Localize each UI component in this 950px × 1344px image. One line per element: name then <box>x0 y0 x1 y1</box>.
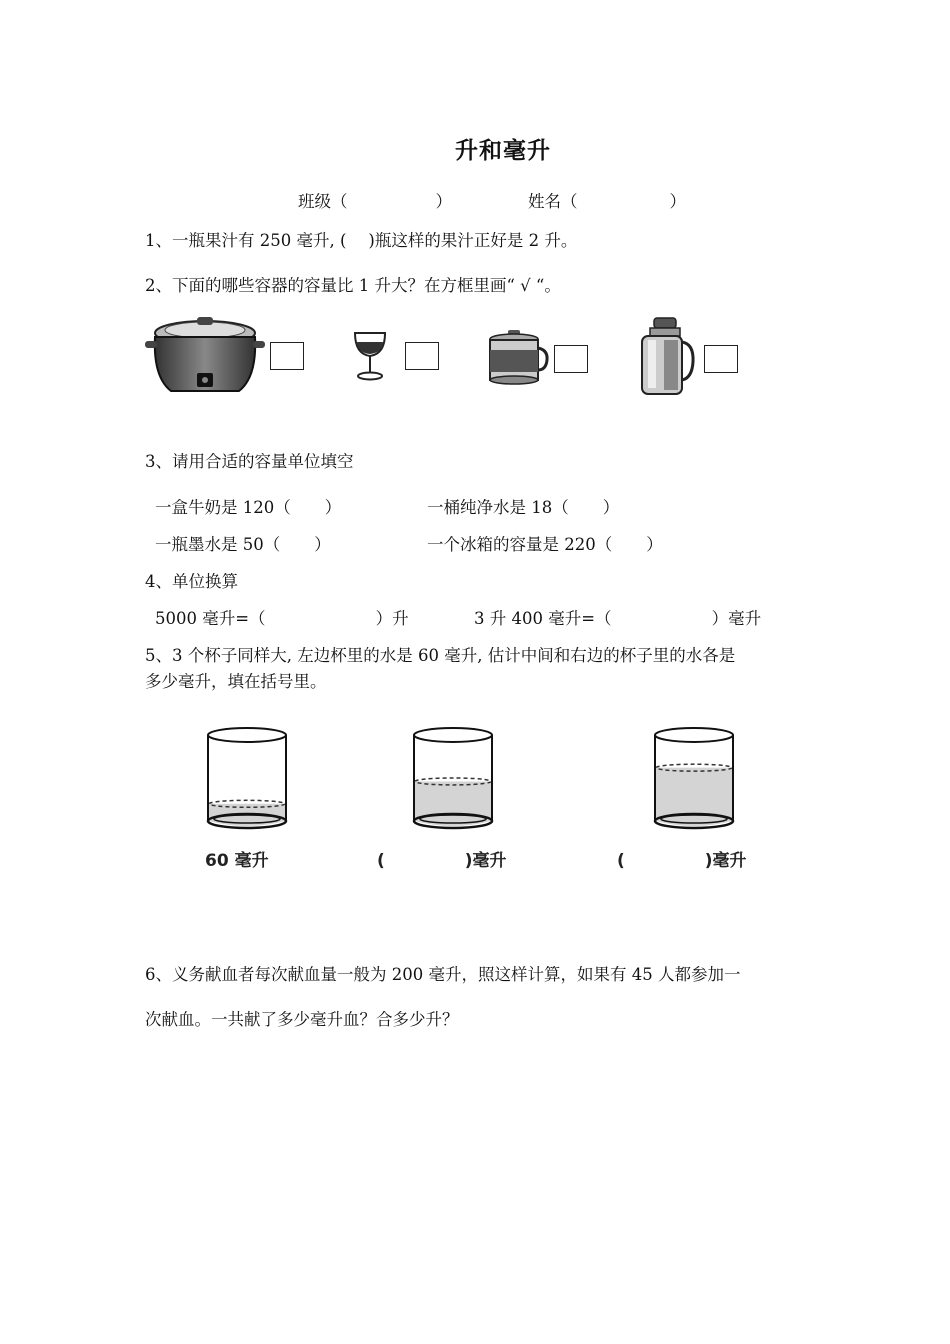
cup-with-lid-icon <box>488 328 548 386</box>
q1-text-b: )瓶这样的果汁正好是 2 升。 <box>368 231 578 250</box>
q4-a-prefix: 5000 毫升=（ <box>155 609 266 628</box>
page-title: 升和毫升 <box>455 137 551 164</box>
cup-middle-open: ( <box>377 851 385 871</box>
name-close: ） <box>669 192 686 211</box>
q4-b <box>474 605 761 629</box>
class-field <box>298 188 452 212</box>
wine-glass-checkbox[interactable] <box>405 342 439 370</box>
cup-right-caption <box>617 846 747 871</box>
question-2: 2、下面的哪些容器的容量比 1 升大？在方框里画“ √ “。 <box>145 276 561 295</box>
cup-right-icon <box>651 723 737 833</box>
q3-item-2 <box>427 494 619 518</box>
cup-rim <box>655 728 733 742</box>
rice-cooker-checkbox[interactable] <box>270 342 304 370</box>
q4-b-suffix: ）毫升 <box>711 609 762 628</box>
q3-item-4-prefix: 一个冰箱的容量是 220（ <box>427 535 613 554</box>
cup-middle-icon <box>410 723 496 833</box>
question-3: 3、请用合适的容量单位填空 <box>145 452 354 471</box>
q3-item-4-suffix: ） <box>646 535 663 554</box>
cup-rim <box>208 728 286 742</box>
q3-item-3 <box>155 531 331 555</box>
rice-cooker-icon <box>145 315 265 397</box>
question-1 <box>145 227 577 251</box>
wine-glass-icon <box>352 330 388 382</box>
cup-right-close: )毫升 <box>704 851 747 871</box>
q4-a <box>155 605 409 629</box>
q3-item-1 <box>155 494 341 518</box>
q3-item-2-suffix: ） <box>602 498 620 517</box>
class-label: 班级（ <box>298 192 348 211</box>
q3-item-4 <box>427 531 663 555</box>
cup-left-caption: 60 毫升 <box>205 851 269 871</box>
q3-item-3-suffix: ） <box>314 535 331 554</box>
question-5-line-1: 5、3 个杯子同样大, 左边杯里的水是 60 毫升, 估计中间和右边的杯子里的水各是 <box>145 646 736 665</box>
q3-item-2-prefix: 一桶纯净水是 18（ <box>427 498 569 517</box>
q4-b-prefix: 3 升 400 毫升=（ <box>474 609 612 628</box>
cup-left-icon <box>204 723 290 833</box>
question-6-line-1: 6、义务献血者每次献血量一般为 200 毫升，照这样计算，如果有 45 人都参加一 <box>145 965 741 984</box>
q3-item-1-suffix: ） <box>324 498 342 517</box>
cup-checkbox[interactable] <box>554 345 588 373</box>
class-close: ） <box>435 192 452 211</box>
water-fill <box>415 781 491 826</box>
thermos-checkbox[interactable] <box>704 345 738 373</box>
name-field <box>528 188 686 212</box>
cup-middle-caption <box>377 846 507 871</box>
name-label: 姓名（ <box>528 192 578 211</box>
q4-a-suffix: ）升 <box>375 609 409 628</box>
q3-item-3-prefix: 一瓶墨水是 50（ <box>155 535 281 554</box>
question-5-line-2: 多少毫升，填在括号里。 <box>145 672 327 691</box>
question-6-line-2: 次献血。一共献了多少毫升血？合多少升？ <box>145 1010 459 1029</box>
question-4: 4、单位换算 <box>145 572 238 591</box>
cup-middle-close: )毫升 <box>464 851 507 871</box>
cup-rim <box>414 728 492 742</box>
q1-text-a: 1、一瓶果汁有 250 毫升, ( <box>145 231 347 250</box>
q3-item-1-prefix: 一盒牛奶是 120（ <box>155 498 291 517</box>
thermos-icon <box>638 316 694 400</box>
cup-right-open: ( <box>617 851 625 871</box>
